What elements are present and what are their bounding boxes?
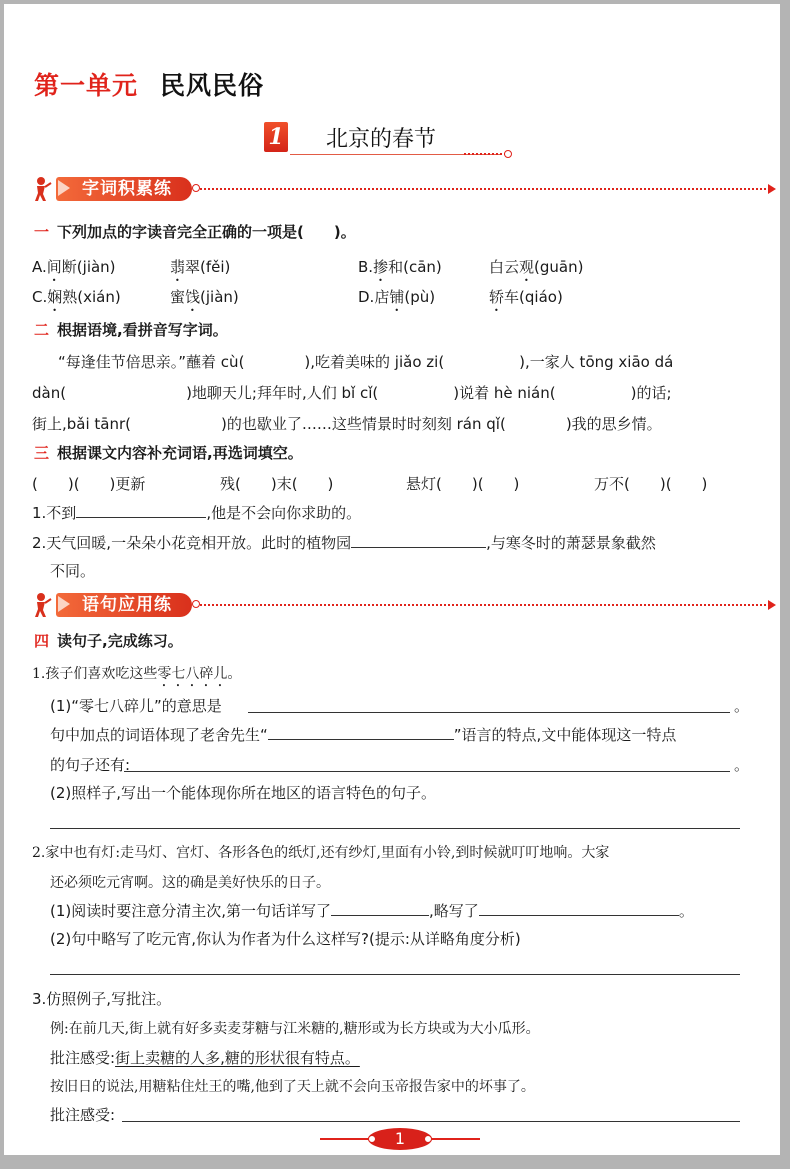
answer-line[interactable]	[50, 974, 740, 975]
chevron-icon	[58, 596, 70, 612]
q4-3-title: 3.仿照例子,写批注。	[32, 990, 172, 1008]
q4-passage-1	[32, 663, 241, 690]
arrow-right-icon	[768, 184, 776, 194]
option-d: D.店铺(pù)	[358, 288, 436, 306]
option-pinyin: (fěi)	[200, 258, 231, 276]
question-4-prompt	[34, 630, 183, 651]
question-text: 下列加点的字读音完全正确的一项是( )。	[57, 223, 356, 241]
unit-theme: 民风民俗	[160, 71, 265, 100]
q3-sentence-1	[32, 502, 361, 523]
lesson-underline-end-icon	[504, 150, 512, 158]
q2-line-3[interactable]: 街上,bǎi tānr( )的也歇业了……这些情景时时刻刻 rán qǐ( )我的思乡情。	[32, 415, 662, 433]
option-pinyin: (jiàn)	[200, 288, 239, 306]
q3-sentence-2-cont: 不同。	[50, 562, 96, 580]
idiom-blank-3[interactable]: 悬灯( )( )	[406, 475, 520, 493]
page-number-badge: 1	[368, 1128, 432, 1150]
option-label: C.	[32, 288, 48, 306]
note-label: 批注感受:	[50, 1049, 116, 1067]
idiom-blank-2[interactable]: 残( )末( )	[220, 475, 334, 493]
sentence-text: ,与寒冬时的萧瑟景象截然	[486, 534, 656, 552]
question-number: 四	[34, 632, 50, 650]
option-a	[32, 256, 116, 285]
unit-label: 第一单元	[34, 71, 139, 100]
sentence-text: ,略写了	[429, 902, 479, 920]
option-label: D.	[358, 288, 375, 306]
lesson-header	[264, 122, 524, 162]
idiom-blank-4[interactable]: 万不( )( )	[594, 475, 708, 493]
answer-line[interactable]	[124, 771, 730, 772]
q4-1-sub1: (1)“零七八碎儿”的意思是	[50, 697, 222, 715]
option-pinyin: (xián)	[77, 288, 121, 306]
answer-line[interactable]	[248, 712, 730, 713]
dotted-line	[200, 188, 770, 190]
answer-line[interactable]	[50, 828, 740, 829]
option-pinyin: (cān)	[403, 258, 442, 276]
option-a-word2: 翡翠(fěi)	[170, 258, 231, 276]
q4-2-sub2: (2)句中略写了吃元宵,你认为作者为什么这样写?(提示:从详略角度分析)	[50, 930, 521, 948]
question-text: 根据语境,看拼音写字词。	[57, 321, 228, 339]
answer-blank[interactable]	[268, 738, 454, 740]
idiom-blank-1[interactable]: ( )( )更新	[32, 475, 146, 493]
q4-3-example: 例:在前几天,街上就有好多卖麦芽糖与江米糖的,糖形或为长方块或为大小瓜形。	[50, 1021, 540, 1037]
option-c-word2: 蜜饯(jiàn)	[170, 288, 239, 306]
page-number-left-line	[320, 1138, 368, 1140]
answer-blank[interactable]	[351, 546, 486, 548]
option-d-word2: 轿车(qiáo)	[489, 288, 563, 306]
lesson-underline-dots	[464, 153, 506, 155]
section-label: 字词积累练	[56, 177, 192, 201]
ring-icon	[424, 1135, 432, 1143]
question-1-prompt	[34, 221, 356, 242]
sentence-text: 2.天气回暖,一朵朵小花竞相开放。此时的植物园	[32, 534, 352, 552]
option-pinyin: (jiàn)	[76, 258, 116, 276]
option-c: C.娴熟(xián)	[32, 288, 121, 306]
chevron-icon	[58, 180, 70, 196]
lesson-number-badge: 1	[264, 122, 288, 152]
section-banner-vocab	[34, 176, 780, 202]
period: 。	[734, 697, 750, 715]
answer-blank[interactable]	[331, 914, 429, 916]
period: 。	[678, 902, 694, 920]
question-number: 一	[34, 223, 50, 241]
question-number: 三	[34, 444, 50, 462]
runner-figure-icon	[34, 176, 52, 202]
q4-passage-2-line2: 还必须吃元宵啊。这的确是美好快乐的日子。	[50, 875, 330, 891]
q3-sentence-2	[32, 532, 656, 553]
q4-3-note-label: 批注感受:	[50, 1106, 116, 1124]
page-number	[320, 1128, 480, 1152]
question-text: 根据课文内容补充词语,再选词填空。	[57, 444, 303, 462]
option-pinyin: (guān)	[534, 258, 584, 276]
answer-blank[interactable]	[479, 914, 679, 916]
answer-blank[interactable]	[76, 516, 206, 518]
lesson-title: 北京的春节	[326, 127, 437, 152]
note-example-text: 街上卖糖的人多,糖的形状很有特点。	[115, 1049, 360, 1067]
q4-1-sub2: (2)照样子,写出一个能体现你所在地区的语言特色的句子。	[50, 784, 437, 802]
sentence-text: (1)阅读时要注意分清主次,第一句话详写了	[50, 902, 332, 920]
sentence-text: ,他是不会向你求助的。	[206, 504, 362, 522]
option-pinyin: (qiáo)	[519, 288, 563, 306]
question-number: 二	[34, 321, 50, 339]
option-b: B.掺和(cān)	[358, 258, 442, 276]
dotted-line	[200, 604, 770, 606]
page-number-right-line	[432, 1138, 480, 1140]
passage-text: 1.孩子们喜欢吃这些	[32, 666, 158, 682]
ring-icon	[368, 1135, 376, 1143]
q4-3-text: 按旧日的说法,用糖粘住灶王的嘴,他到了天上就不会向玉帝报告家中的坏事了。	[50, 1079, 535, 1095]
q4-1-sub1c: 的句子还有:	[50, 756, 131, 774]
q4-1-sub1b	[50, 724, 676, 745]
ring-icon	[192, 184, 200, 192]
unit-title	[34, 66, 264, 102]
option-word: 间	[46, 258, 62, 276]
q4-3-note-example	[50, 1047, 360, 1068]
question-3-prompt	[34, 442, 303, 463]
option-label: B.	[358, 258, 374, 276]
workbook-page	[4, 4, 780, 1155]
section-banner-sentence	[34, 592, 780, 618]
q4-2-sub1	[50, 900, 694, 921]
q2-line-1[interactable]: “每逢佳节倍思亲。”蘸着 cù( ),吃着美味的 jiǎo zi( ),一家人 tōng xiāo dá	[58, 353, 674, 371]
option-word: 断	[61, 258, 77, 276]
q4-passage-2-line1: 2.家中也有灯:走马灯、宫灯、各形各色的纸灯,还有纱灯,里面有小铃,到时候就叮叮地响。大家	[32, 845, 610, 861]
q2-line-2[interactable]: dàn( )地聊天儿;拜年时,人们 bǐ cǐ( )说着 hè nián( )的话;	[32, 384, 672, 402]
option-b-word2: 白云观(guān)	[489, 258, 584, 276]
sentence-text: 1.不到	[32, 504, 77, 522]
section-label: 语句应用练	[56, 593, 192, 617]
dotted-phrase: 零七八碎儿	[157, 666, 228, 682]
passage-text: 。	[227, 666, 242, 682]
sentence-text: ”语言的特点,文中能体现这一特点	[453, 726, 677, 744]
arrow-right-icon	[768, 600, 776, 610]
sentence-text: 句中加点的词语体现了老舍先生“	[50, 726, 268, 744]
ring-icon	[192, 600, 200, 608]
runner-figure-icon	[34, 592, 52, 618]
question-2-prompt	[34, 319, 228, 340]
option-label: A.	[32, 258, 47, 276]
period: 。	[734, 756, 750, 774]
option-pinyin: (pù)	[404, 288, 436, 306]
answer-line[interactable]	[122, 1121, 740, 1122]
question-text: 读句子,完成练习。	[57, 632, 183, 650]
